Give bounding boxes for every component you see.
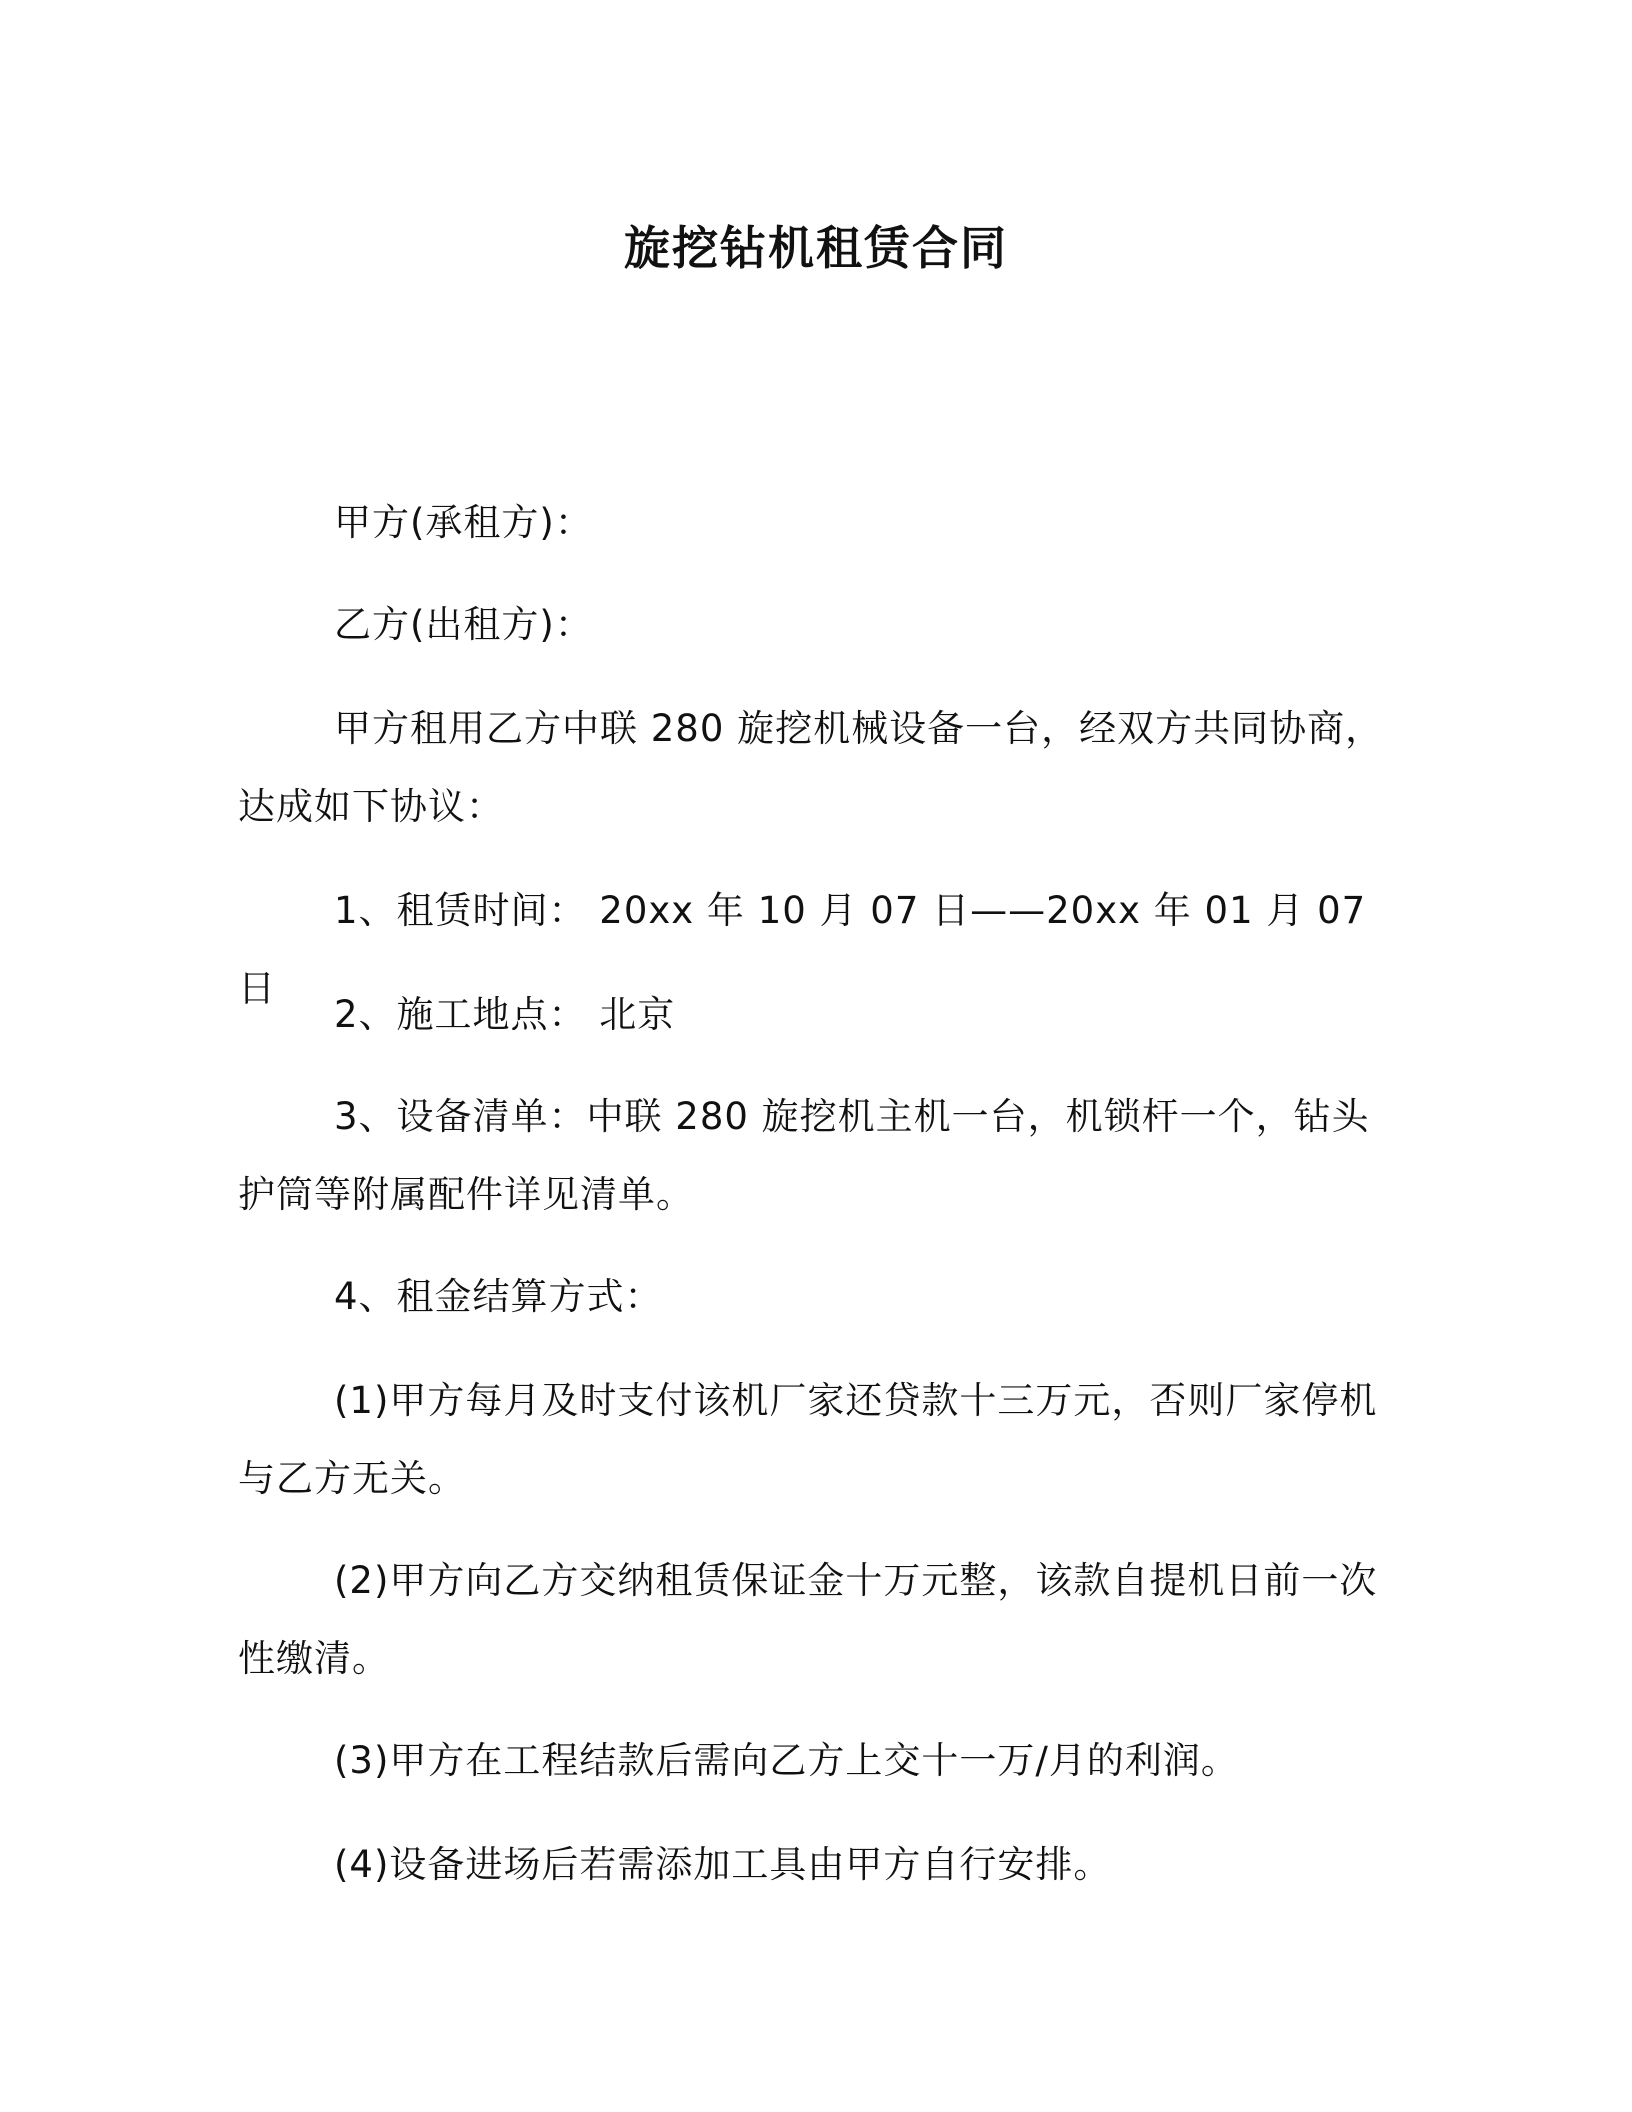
party-b-line: 乙方(出租方)： [334, 603, 593, 646]
document-title: 旋挖钻机租赁合同 [624, 221, 1008, 275]
clause-site-location: 2、施工地点： 北京 [334, 993, 676, 1036]
sub-clause-3: (3)甲方在工程结款后需向乙方上交十一万/月的利润。 [334, 1739, 1239, 1782]
party-a-line: 甲方(承租方)： [334, 501, 593, 544]
sub-clause-4: (4)设备进场后若需添加工具由甲方自行安排。 [334, 1843, 1112, 1886]
clause-lease-period: 1、租赁时间： 20xx 年 10 月 07 日——20xx 年 01 月 07 日 [238, 889, 1367, 1010]
sub-clause-2: (2)甲方向乙方交纳租赁保证金十万元整，该款自提机日前一次性缴清。 [238, 1559, 1378, 1680]
clause-equipment-list: 3、设备清单：中联 280 旋挖机主机一台，机锁杆一个，钻头护筒等附属配件详见清单。 [238, 1095, 1370, 1216]
sub-clause-1: (1)甲方每月及时支付该机厂家还贷款十三万元，否则厂家停机与乙方无关。 [238, 1379, 1378, 1500]
clause-rent-settlement: 4、租金结算方式： [334, 1275, 663, 1318]
intro-paragraph: 甲方租用乙方中联 280 旋挖机械设备一台，经双方共同协商，达成如下协议： [238, 707, 1384, 828]
